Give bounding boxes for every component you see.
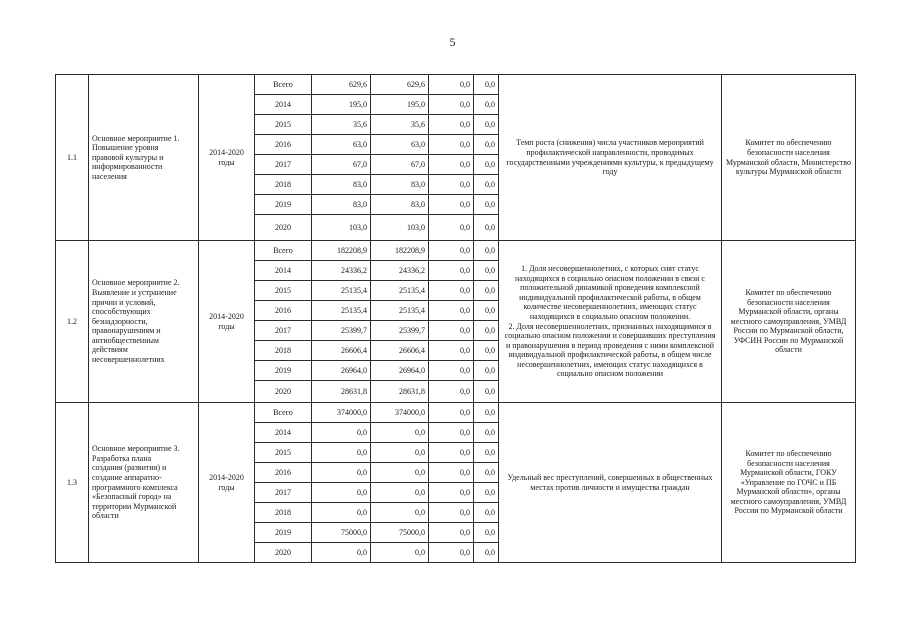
funding-total-cell: 629,6	[312, 75, 371, 95]
funding-federal-cell: 0,0	[429, 175, 474, 195]
year-cell: 2019	[255, 523, 312, 543]
year-cell: 2014	[255, 95, 312, 115]
funding-total-cell: 25399,7	[312, 321, 371, 341]
funding-other-cell: 0,0	[474, 543, 499, 563]
funding-regional-cell: 103,0	[371, 215, 429, 241]
funding-regional-cell: 0,0	[371, 443, 429, 463]
year-cell: 2014	[255, 261, 312, 281]
funding-regional-cell: 629,6	[371, 75, 429, 95]
year-cell: 2016	[255, 463, 312, 483]
funding-federal-cell: 0,0	[429, 281, 474, 301]
funding-regional-cell: 0,0	[371, 483, 429, 503]
year-cell: Всего	[255, 75, 312, 95]
funding-federal-cell: 0,0	[429, 155, 474, 175]
year-cell: 2017	[255, 155, 312, 175]
funding-other-cell: 0,0	[474, 195, 499, 215]
funding-other-cell: 0,0	[474, 155, 499, 175]
year-cell: 2018	[255, 175, 312, 195]
funding-federal-cell: 0,0	[429, 543, 474, 563]
funding-total-cell: 0,0	[312, 463, 371, 483]
funding-other-cell: 0,0	[474, 463, 499, 483]
funding-federal-cell: 0,0	[429, 443, 474, 463]
funding-federal-cell: 0,0	[429, 403, 474, 423]
funding-regional-cell: 0,0	[371, 463, 429, 483]
funding-federal-cell: 0,0	[429, 321, 474, 341]
funding-total-cell: 195,0	[312, 95, 371, 115]
indicator-cell: Удельный вес преступлений, совершенных в общественных местах против личности и имущества граждан	[499, 403, 722, 563]
executor-cell: Комитет по обеспечению безопасности населения Мурманской области, ГОКУ «Управление по ГОЧС и ПБ Мурманской области», органы местного самоуправления, УМВД России по Мурманской области	[722, 403, 856, 563]
funding-total-cell: 374000,0	[312, 403, 371, 423]
year-cell: 2015	[255, 443, 312, 463]
funding-regional-cell: 25135,4	[371, 301, 429, 321]
funding-total-cell: 24336,2	[312, 261, 371, 281]
table-row	[56, 241, 856, 261]
activity-name: Основное мероприятие 1. Повышение уровня правовой культуры и информированности населения	[89, 75, 199, 241]
funding-total-cell: 83,0	[312, 195, 371, 215]
funding-total-cell: 75000,0	[312, 523, 371, 543]
funding-federal-cell: 0,0	[429, 301, 474, 321]
funding-other-cell: 0,0	[474, 403, 499, 423]
funding-other-cell: 0,0	[474, 241, 499, 261]
funding-regional-cell: 24336,2	[371, 261, 429, 281]
funding-other-cell: 0,0	[474, 381, 499, 403]
activity-number: 1.3	[56, 403, 89, 563]
year-cell: 2014	[255, 423, 312, 443]
funding-federal-cell: 0,0	[429, 75, 474, 95]
activity-period: 2014-2020 годы	[199, 403, 255, 563]
funding-regional-cell: 63,0	[371, 135, 429, 155]
funding-regional-cell: 374000,0	[371, 403, 429, 423]
funding-other-cell: 0,0	[474, 321, 499, 341]
funding-regional-cell: 182208,9	[371, 241, 429, 261]
funding-regional-cell: 26606,4	[371, 341, 429, 361]
funding-other-cell: 0,0	[474, 135, 499, 155]
funding-other-cell: 0,0	[474, 281, 499, 301]
activity-period: 2014-2020 годы	[199, 241, 255, 403]
funding-federal-cell: 0,0	[429, 361, 474, 381]
year-cell: 2020	[255, 543, 312, 563]
funding-total-cell: 182208,9	[312, 241, 371, 261]
executor-cell: Комитет по обеспечению безопасности населения Мурманской области, органы местного самоуправления, УМВД России по Мурманской области, УФСИН России по Мурманской области	[722, 241, 856, 403]
year-cell: 2015	[255, 115, 312, 135]
year-cell: 2017	[255, 483, 312, 503]
funding-other-cell: 0,0	[474, 175, 499, 195]
indicator-cell: Темп роста (снижения) числа участников мероприятий профилактической направленности, проводимых государственными учреждениями культуры, к предыдущему году	[499, 75, 722, 241]
funding-other-cell: 0,0	[474, 95, 499, 115]
funding-regional-cell: 75000,0	[371, 523, 429, 543]
funding-total-cell: 103,0	[312, 215, 371, 241]
funding-federal-cell: 0,0	[429, 261, 474, 281]
funding-regional-cell: 83,0	[371, 195, 429, 215]
year-cell: 2017	[255, 321, 312, 341]
funding-federal-cell: 0,0	[429, 463, 474, 483]
funding-regional-cell: 0,0	[371, 543, 429, 563]
year-cell: 2016	[255, 135, 312, 155]
year-cell: 2016	[255, 301, 312, 321]
funding-total-cell: 83,0	[312, 175, 371, 195]
activity-number: 1.2	[56, 241, 89, 403]
funding-regional-cell: 83,0	[371, 175, 429, 195]
funding-total-cell: 0,0	[312, 543, 371, 563]
table-row	[56, 75, 856, 95]
funding-total-cell: 25135,4	[312, 281, 371, 301]
funding-total-cell: 0,0	[312, 423, 371, 443]
funding-total-cell: 28631,8	[312, 381, 371, 403]
funding-federal-cell: 0,0	[429, 215, 474, 241]
funding-regional-cell: 25135,4	[371, 281, 429, 301]
year-cell: 2015	[255, 281, 312, 301]
indicator-cell: 1. Доля несовершеннолетних, с которых снят статус находящихся в социально опасном положении в связи с положительной динамикой проведения комплексной индивидуальной профилактической работы, в общем количестве несовершеннолетних, имеющих статус находящихся в социально опасном положении. 2. Доля несовершеннолетних, признанных находящимися в социально опасном положении и совершивших преступления и правонарушения в период проведения с ними комплексной индивидуальной профилактической работы, в общем числе несовершеннолетних, имеющих статус находящихся в социально опасном положении	[499, 241, 722, 403]
funding-other-cell: 0,0	[474, 301, 499, 321]
funding-regional-cell: 28631,8	[371, 381, 429, 403]
year-cell: 2018	[255, 503, 312, 523]
funding-federal-cell: 0,0	[429, 503, 474, 523]
funding-federal-cell: 0,0	[429, 423, 474, 443]
funding-federal-cell: 0,0	[429, 195, 474, 215]
funding-total-cell: 63,0	[312, 135, 371, 155]
page-number: 5	[449, 35, 456, 49]
funding-federal-cell: 0,0	[429, 115, 474, 135]
year-cell: Всего	[255, 241, 312, 261]
activity-name: Основное мероприятие 3. Разработка плана создания (развития) и создание аппаратно- программного комплекса «Безопасный город» на территории Мурманской области	[89, 403, 199, 563]
funding-other-cell: 0,0	[474, 361, 499, 381]
year-cell: 2019	[255, 195, 312, 215]
funding-federal-cell: 0,0	[429, 381, 474, 403]
year-cell: 2020	[255, 215, 312, 241]
funding-federal-cell: 0,0	[429, 341, 474, 361]
funding-regional-cell: 67,0	[371, 155, 429, 175]
funding-other-cell: 0,0	[474, 75, 499, 95]
funding-federal-cell: 0,0	[429, 523, 474, 543]
funding-federal-cell: 0,0	[429, 135, 474, 155]
funding-other-cell: 0,0	[474, 523, 499, 543]
funding-total-cell: 26606,4	[312, 341, 371, 361]
funding-other-cell: 0,0	[474, 341, 499, 361]
funding-other-cell: 0,0	[474, 261, 499, 281]
funding-other-cell: 0,0	[474, 115, 499, 135]
funding-other-cell: 0,0	[474, 483, 499, 503]
year-cell: 2018	[255, 341, 312, 361]
funding-total-cell: 0,0	[312, 503, 371, 523]
table-row	[56, 403, 856, 423]
funding-total-cell: 67,0	[312, 155, 371, 175]
funding-other-cell: 0,0	[474, 503, 499, 523]
funding-total-cell: 0,0	[312, 483, 371, 503]
year-cell: 2020	[255, 381, 312, 403]
funding-total-cell: 35,6	[312, 115, 371, 135]
funding-total-cell: 25135,4	[312, 301, 371, 321]
funding-federal-cell: 0,0	[429, 241, 474, 261]
funding-regional-cell: 195,0	[371, 95, 429, 115]
funding-regional-cell: 35,6	[371, 115, 429, 135]
funding-total-cell: 26964,0	[312, 361, 371, 381]
funding-regional-cell: 0,0	[371, 423, 429, 443]
funding-other-cell: 0,0	[474, 443, 499, 463]
funding-regional-cell: 0,0	[371, 503, 429, 523]
activity-number: 1.1	[56, 75, 89, 241]
year-cell: Всего	[255, 403, 312, 423]
funding-regional-cell: 25399,7	[371, 321, 429, 341]
activity-period: 2014-2020 годы	[199, 75, 255, 241]
program-activities-table	[55, 74, 856, 563]
year-cell: 2019	[255, 361, 312, 381]
funding-other-cell: 0,0	[474, 423, 499, 443]
funding-other-cell: 0,0	[474, 215, 499, 241]
activity-name: Основное мероприятие 2. Выявление и устранение причин и условий, способствующих безнадзорности, правонарушениям и антиобщественным действиям несовершеннолетних	[89, 241, 199, 403]
funding-federal-cell: 0,0	[429, 483, 474, 503]
funding-federal-cell: 0,0	[429, 95, 474, 115]
funding-total-cell: 0,0	[312, 443, 371, 463]
funding-regional-cell: 26964,0	[371, 361, 429, 381]
executor-cell: Комитет по обеспечению безопасности населения Мурманской области, Министерство культуры Мурманской области	[722, 75, 856, 241]
